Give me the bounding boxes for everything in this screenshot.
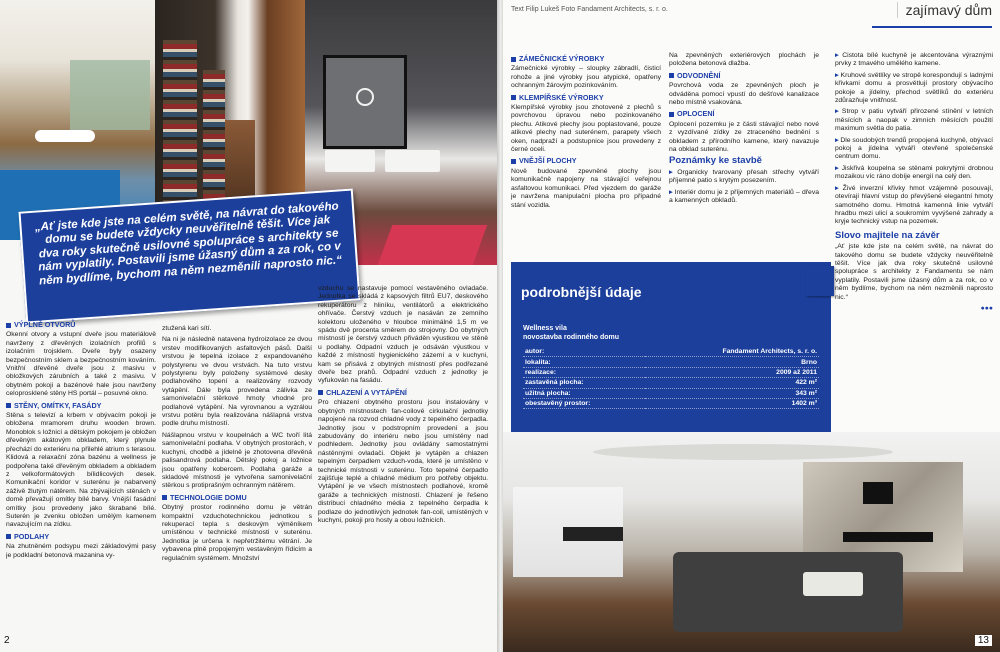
paragraph: Na zpevněných exteriérových plochách je položena betonová dlažba. (669, 52, 819, 68)
sink-left (325, 150, 375, 172)
paragraph: Na zhutněném podsypu mezi základovými pasy je podkladní betonová mazanina vy- (6, 543, 156, 559)
red-rug (378, 225, 488, 265)
heading-zamecnicke: ZÁMEČNICKÉ VÝROBKY (511, 55, 661, 63)
paragraph: ▸ Dle soudobých trendů propojená kuchyně, obývací pokoj a jídelna vytváří otevřené společenské centrum domu. (835, 136, 993, 161)
heading-marker-icon (318, 390, 323, 395)
heading-marker-icon (6, 323, 11, 328)
kitchen-area (513, 487, 623, 577)
owner-word: „Ať jste kde jste na celém světě, na návrat do takového domu se budete vždycky neuvěřitelně těšit. Více jak dva roky skutečně usilovné spolupráce s architekty z Fandamentu se nám vyplatily. Postavili jsme úžasný dům a za rok, co v něm bydlíme, bychom na něm nezměnili naprosto nic.“ (835, 243, 993, 301)
heading-odvodneni: ODVODNĚNÍ (669, 72, 819, 80)
paragraph: Nášlapnou vrstvu v koupelnách a WC tvoří litá samonivelační podlaha. V obytných prostorách, v kuchyni, chodbě a jídelně je zhotovena dřevěná palisandrová podlaha. Dětský pokoj a ložnice jsou opatřeny kobercem. Podlaha garáže a skladové místnosti je vytvořena samonivelační stěrkou s protiprašným ochranným nátěrem. (162, 431, 312, 490)
section-label: zajímavý dům (897, 2, 992, 18)
paragraph: Povrchová voda ze zpevněných ploch je odváděna pomocí vpustí do dešťové kanalizace nebo místně vsakována. (669, 82, 819, 107)
heading-marker-icon (511, 159, 516, 164)
table-row: zastavěná plocha: 422 m² (525, 379, 817, 387)
paragraph: vzduchu se nastavuje pomocí vestavěného ovladače. Jednotka se skládá z kapsových filtrů EU7, deskového rekuperátoru z hliníku, ventilátorů a elektrického ohřívače. Čerstvý vzduch je nasáván ze zemního kolektoru uloženého v hloubce minimálně 1,5 m ve spádu dvě procenta směrem do strojovny. Do obytných místností je čerstvý vzduch přiváděn výustkou ve stěně u podlahy. Odpadní vzduch je odsáván výustkou v každé z místností hygienického zázemí a v kuchyni, kam se přisává z obytných místností přes podřezané dveře bez prahů. Odpadní vzduch z jednotky je vyfukován na fasádu. (318, 285, 488, 385)
living-room-photo (503, 432, 1000, 652)
bookshelf-middle (203, 70, 225, 200)
table-row: realizace: 2009 až 2011 (525, 368, 817, 376)
leather-sofa (673, 552, 903, 632)
paragraph: Na ni je následně natavena hydroizolace ze dvou vrstev modifikovaných asfaltových pásů. Další vrstvou je tepelná izolace z expandovaného polystyrenu ve dvou vrstvách. Na tuto vrstvu polystyrenu byly položeny systémové desky podlahového topení a realizovány rozvody vytápění. Dále byla provedena zálivka ze samonivelační stěrkové hmoty vhodné pro podlahové vytápění. Na vyrovnanou a vyzrálou vrstvu potěru byla realizována nášlapná vrstva podle druhu místností. (162, 336, 312, 428)
bullet-icon: ▸ (835, 71, 841, 79)
right-column-2 (669, 52, 819, 262)
garden-view (70, 60, 150, 130)
details-tab (806, 266, 834, 296)
bullet-icon: ▸ (835, 52, 843, 59)
bullet-icon: ▸ (835, 164, 842, 172)
heading-vnejsi: VNĚJŠÍ PLOCHY (511, 157, 661, 165)
page-number-left: 2 (4, 635, 10, 646)
paragraph: ztužená kari sítí. (162, 325, 212, 332)
paragraph: Okenní otvory a vstupní dveře jsou materiálově navrženy z dřevěných izolačních profilů s izolačním trojsklem. Dveře byly osazeny bezpečnostním sklem a bezpečnostním kováním. Vnitřní dřevěné dveře jsou z masivu v obložkových zárubních a také z masivu. V obytném pokoji a bazénové hale jsou navrženy celoprosklené stěny HS portál – posuvné okno. (6, 331, 156, 398)
right-page (503, 0, 1000, 652)
mirror-light-ring (356, 88, 374, 106)
details-table (523, 347, 819, 409)
heading-klempirske: KLEMPÍŘSKÉ VÝROBKY (511, 94, 661, 102)
paragraph: Klempířské výrobky jsou zhotovené z plechů s povrchovou úpravou nebo pozinkovaného plechu. Atikové plechy jsou poplastované, pouze atikové plechy nad suterénem, parapety všech oken, nadpraží a podstupnice jsou provedeny z černé oceli. (511, 104, 661, 154)
heading-marker-icon (669, 112, 674, 117)
section-underline (872, 26, 992, 28)
page-number-right: 13 (975, 635, 992, 646)
left-page (0, 0, 497, 652)
heading-oploceni: OPLOCENÍ (669, 110, 819, 118)
paragraph: Nově budované zpevněné plochy jsou komunikačně napojeny na stávající veřejnou asfaltovou komunikaci. Před vjezdem do garáže je navržena manipulační plocha pro případné stání vozidla. (511, 167, 661, 209)
heading-marker-icon (669, 73, 674, 78)
note-item: ▸ Interiér domu je z příjemných materiálů – dřeva a kamenných obkladů. (669, 188, 819, 205)
heading-marker-icon (6, 534, 11, 539)
paragraph: Obytný prostor rodinného domu je větrán kompaktní vzduchotechnickou jednotkou s rekuperací tepla s deskovým výměníkem umístěnou v technické místnosti v suterénu. Jednotka je určena k nepřetržitému větrání. Je vybavena plně propojeným vestavěným řídicím a regulačním systémem. Množství (162, 504, 312, 562)
wall-tv (863, 482, 893, 504)
right-column-1 (511, 52, 661, 262)
left-column-2 (162, 325, 312, 618)
paragraph: ▸ Jiskřivá koupelna se stěnami pokrytými drobnou mozaikou víc ráno dobíje energií na celý den. (835, 164, 993, 181)
table-row: užitná plocha: 343 m² (525, 389, 817, 397)
heading-steny: STĚNY, OMÍTKY, FASÁDY (6, 402, 156, 410)
bullet-icon: ▸ (669, 168, 678, 176)
paragraph: Pro chlazení obytného prostoru jsou instalovány v obytných místnostech fan-coilové cirkulační jednotky napojené na rozvod chladné vody z tepelného čerpadla. Jednotky jsou v podstropním provedení a jsou zabudovány do interiéru nebo jsou umístěny nad podhledem. Jednotky jsou ovládány samostatnými nástěnnými ovladači. Objekt je vytápěn a chlazen tepelným čerpadlem vzduch-voda, které je umístěno v technické místnosti v suterénu. Toto tepelné čerpadlo zajišťuje teplé a chladné médium pro potřeby objektu. Vytápění je ve všech místnostech podlahové, kromě garáže a technických místností. Chlazení je řešeno distribucí chladného média z tepelného čerpadla k podlaze do jednotlivých jednotek fan-coil, umístěných v kuchyni, pokoji pro hosty a obou ložnicích. (318, 399, 488, 524)
table-row: lokalita: Brno (525, 358, 817, 366)
note-item: ▸ Organicky tvarovaný přesah střechy vytváří příjemné patio s krytým posezením. (669, 168, 819, 185)
heading-podlahy: PODLAHY (6, 533, 156, 541)
fireplace (843, 532, 933, 542)
bullet-icon: ▸ (835, 184, 843, 192)
lounger (35, 130, 95, 142)
right-column-3 (835, 52, 993, 432)
sofa-cushion (803, 572, 863, 596)
details-title: podrobnější údaje (521, 284, 642, 300)
heading-marker-icon (511, 57, 516, 62)
sink-right (385, 150, 440, 172)
paragraph: Zámečnické výrobky – sloupky zábradlí, čisticí rohože a jiné výrobky jsou atypické, opatřeny ochranným žárovým pozinkováním. (511, 65, 661, 90)
pull-quote: „Ať jste kde jste na celém světě, na návrat do takového domu se budete vždycky neuvěřitelně těšit. Více jak dva roky skutečně usilovné spolupráce s architekty se nám vyplatily. Postavili jsme úžasný dům a za rok, co v něm bydlíme, bychom na něm nezměnili naprosto nic.“ (19, 188, 361, 323)
paragraph: ▸ Živé inverzní křivky hmot vzájemně posouvají, otevírají hlavní vstup do převýšené elegantní hmoty samotného domu. Hmotná kamenná linie vytváří hradbu mezi ulicí a soukromím vyvýšené zahrady a kryje technický vstup na pozemek. (835, 184, 993, 226)
end-mark-icon: ●●● (980, 304, 993, 312)
heading-marker-icon (162, 495, 167, 500)
owner-word-title: Slovo majitele na závěr (835, 229, 940, 241)
details-box (511, 262, 831, 437)
paragraph: Stěna s televizí a krbem v obývacím pokoji je obložena mramorem druhu wooden brown. Monoblok s ložnicí a dětským pokojem je obložen dřevěným akátovým obkladem, který plynule přechází do exteriéru na přilehlé atrium s terasou. Klidová a relaxační zóna bazénu a wellness je podpořena také dřevěným obkladem a obkladem z velkoformátových bílidlicových desek. Komunikační koridor v suterénu je nabarvený záživě žlutým nátěrem. Na zbývajících stěnách v domě převažují omítky bílé barvy. Vnější fasádní omítky jsou provedeny jako škrabané bílé. Suterén je zvenku obložen umělým kamenem navazujícím na zídku. (6, 412, 156, 529)
bullet-icon: ▸ (835, 136, 841, 144)
bullet-icon: ▸ (669, 188, 675, 196)
table-row: obestavěný prostor: 1402 m³ (525, 400, 817, 408)
kitchen-counter (563, 527, 623, 541)
details-subtitle: Wellness vila novostavba rodinného domu (523, 325, 620, 341)
left-column-3 (318, 285, 488, 618)
bathroom-mirror (323, 55, 407, 149)
heading-technologie: TECHNOLOGIE DOMU (162, 494, 312, 502)
paragraph: Oplocení pozemku je z části stávající nebo nové z vyzdívané zídky ze ztraceného bednění s obkladem z přírodního kamene, který navazuje na obklad suterénu. (669, 120, 819, 154)
paragraph: ▸ Strop v patiu vytváří přirozené stínění v letních měsících a naopak v zimních měsících použití maximum světla do patia. (835, 108, 993, 133)
ceiling-skylight (593, 444, 893, 460)
paragraph: ▸ Kruhové světlíky ve stropě korespondují s ladnými křivkami domu a prosvětlují prostory obývacího pokoje a jídelny, přechod světlíků do exteriéru zdůrazňuje vnitřnost. (835, 71, 993, 105)
notes-title: Poznámky ke stavbě (669, 155, 762, 167)
table-row: autor: Fandament Architects, s. r. o. (525, 348, 817, 356)
left-column-1 (6, 318, 156, 618)
heading-chlazeni: CHLAZENÍ A VYTÁPĚNÍ (318, 389, 488, 397)
heading-marker-icon (511, 95, 516, 100)
bullet-icon: ▸ (835, 108, 842, 116)
heading-marker-icon (6, 403, 11, 408)
heading-vyplne: VÝPLNĚ OTVORŮ (6, 321, 156, 329)
running-head: Text Filip Lukeš Foto Fandament Architects, s. r. o. (511, 6, 668, 13)
paragraph: ▸ Čistota bílé kuchyně je akcentována výraznými prvky z tmavého umělého kamene. (835, 52, 993, 68)
